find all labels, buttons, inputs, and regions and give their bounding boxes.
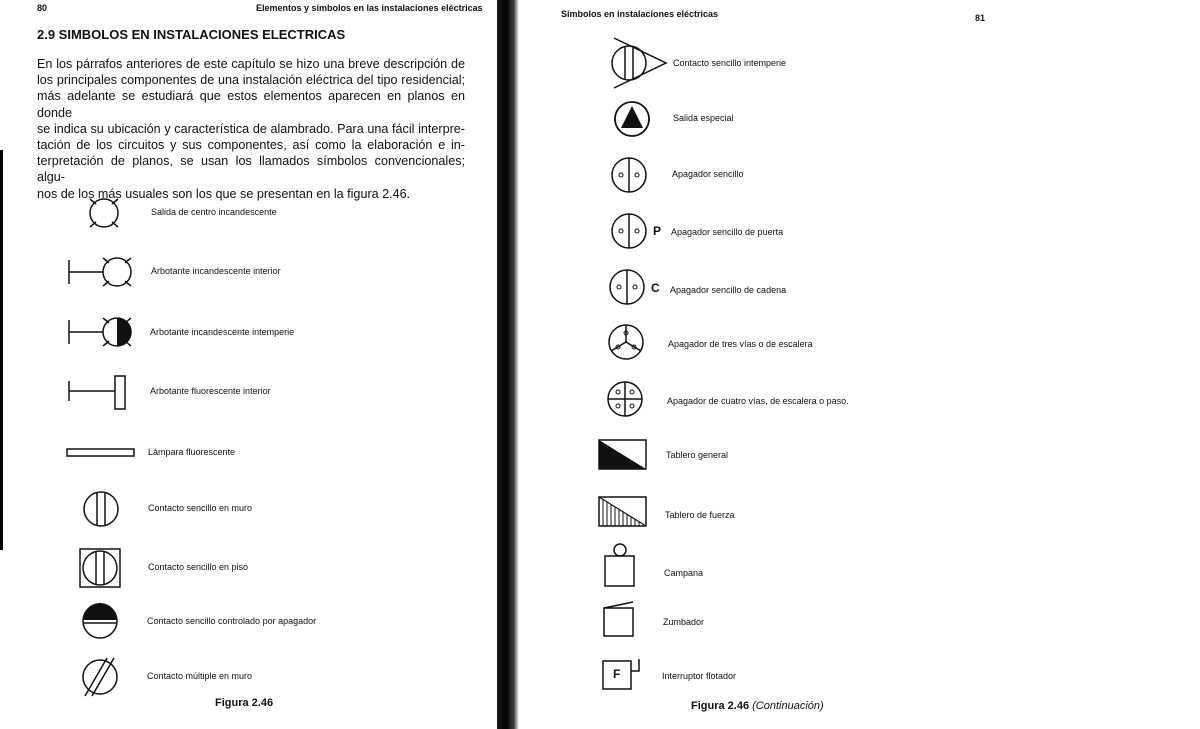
- running-head-left: Elementos y símbolos en las instalaciones eléctricas: [256, 3, 483, 13]
- symbol-label: Lámpara fluorescente: [148, 447, 236, 457]
- paragraph-line: nos de los más usuales son los que se presentan en la figura 2.46.: [37, 186, 411, 201]
- power-panel-icon: [598, 496, 650, 533]
- paragraph-line: terpretación de planos, se usan los llamados símbolos convencionales; algu-: [37, 154, 465, 185]
- paragraph-line: tación de los circuitos y sus componentes, así como la elaboración e in-: [37, 138, 465, 153]
- float-switch-icon: [601, 658, 645, 697]
- paragraph-line: más adelante se estudiará que estos elementos aparecen en planos en donde: [37, 89, 465, 120]
- four-way-switch-icon: [605, 379, 645, 424]
- symbol-label: Zumbador: [663, 617, 705, 627]
- symbol-label: Salida de centro incandescente: [151, 207, 277, 217]
- main-panel-icon: [598, 439, 650, 476]
- symbol-label: Campana: [664, 568, 704, 578]
- incandescent-wall-bracket-indoor-icon: [67, 252, 137, 297]
- symbol-label: Contacto sencillo en piso: [148, 562, 249, 572]
- figure-caption-left: Figura 2.46: [215, 697, 274, 709]
- symbol-letter: C: [651, 281, 660, 295]
- right-page: [513, 0, 1200, 729]
- symbol-label: Contacto sencillo controlado por apagador: [147, 616, 317, 626]
- running-head-right: Símbolos en instalaciones eléctricas: [561, 9, 719, 19]
- symbol-label: Apagador de tres vías o de escalera: [668, 339, 813, 349]
- buzzer-icon: [602, 601, 638, 644]
- page-number-right: 81: [975, 13, 986, 23]
- incandescent-wall-bracket-outdoor-icon: [67, 312, 137, 357]
- symbol-label: Apagador de cuatro vías, de escalera o paso.: [667, 396, 849, 406]
- symbol-label: Arbotante fluorescente interior: [150, 386, 271, 396]
- caption-suffix: (Continuación): [752, 700, 824, 712]
- symbol-label: Salida especial: [673, 113, 734, 123]
- fluorescent-lamp-icon: [66, 446, 136, 464]
- book-gutter: [497, 0, 513, 729]
- wall-outlet-icon: [81, 490, 121, 535]
- floor-outlet-icon: [78, 547, 124, 594]
- switched-outlet-icon: [80, 603, 120, 644]
- symbol-label: Apagador sencillo de puerta: [671, 227, 784, 237]
- symbol-label: Arbotante incandescente interior: [151, 266, 281, 276]
- figure-caption-right: [691, 700, 824, 712]
- section-heading: 2.9 SIMBOLOS EN INSTALACIONES ELECTRICAS: [37, 27, 346, 42]
- fluorescent-wall-bracket-indoor-icon: [67, 373, 129, 418]
- page-number-left: 80: [37, 3, 48, 13]
- bell-icon: [603, 542, 639, 595]
- symbol-label: Interruptor flotador: [662, 671, 737, 681]
- symbol-label: Tablero general: [666, 450, 729, 460]
- three-way-switch-icon: [606, 322, 646, 367]
- chain-switch-icon: [607, 267, 647, 312]
- left-page: [0, 0, 497, 729]
- symbol-letter: P: [653, 224, 662, 238]
- paragraph-line: los principales componentes de una instalación eléctrica del tipo residencial;: [37, 73, 465, 88]
- door-switch-icon: [609, 211, 649, 256]
- paragraph-line: se indica su ubicación y característica de alambrado. Para una fácil interpre-: [37, 121, 465, 136]
- symbol-label: Contacto múltiple en muro: [147, 671, 253, 681]
- multiple-wall-outlet-icon: [80, 656, 120, 703]
- intro-paragraph: [37, 56, 465, 202]
- symbol-label: Apagador sencillo de cadena: [670, 285, 787, 295]
- symbol-label: Contacto sencillo en muro: [148, 503, 253, 513]
- page-edge-shadow: [0, 150, 3, 550]
- single-switch-icon: [609, 155, 649, 200]
- symbol-label: Tablero de fuerza: [665, 510, 735, 520]
- symbol-label: Arbotante incandescente intemperie: [150, 327, 295, 337]
- special-outlet-icon: [612, 99, 652, 144]
- outdoor-outlet-icon: [611, 36, 669, 95]
- caption-text: Figura 2.46: [691, 700, 750, 712]
- symbol-label: Contacto sencillo intemperie: [673, 58, 787, 68]
- symbol-letter: F: [613, 667, 621, 681]
- symbol-label: Apagador sencillo: [672, 169, 744, 179]
- paragraph-line: En los párrafos anteriores de este capítulo se hizo una breve descripción de: [37, 57, 465, 71]
- incandescent-center-outlet-icon: [80, 193, 128, 238]
